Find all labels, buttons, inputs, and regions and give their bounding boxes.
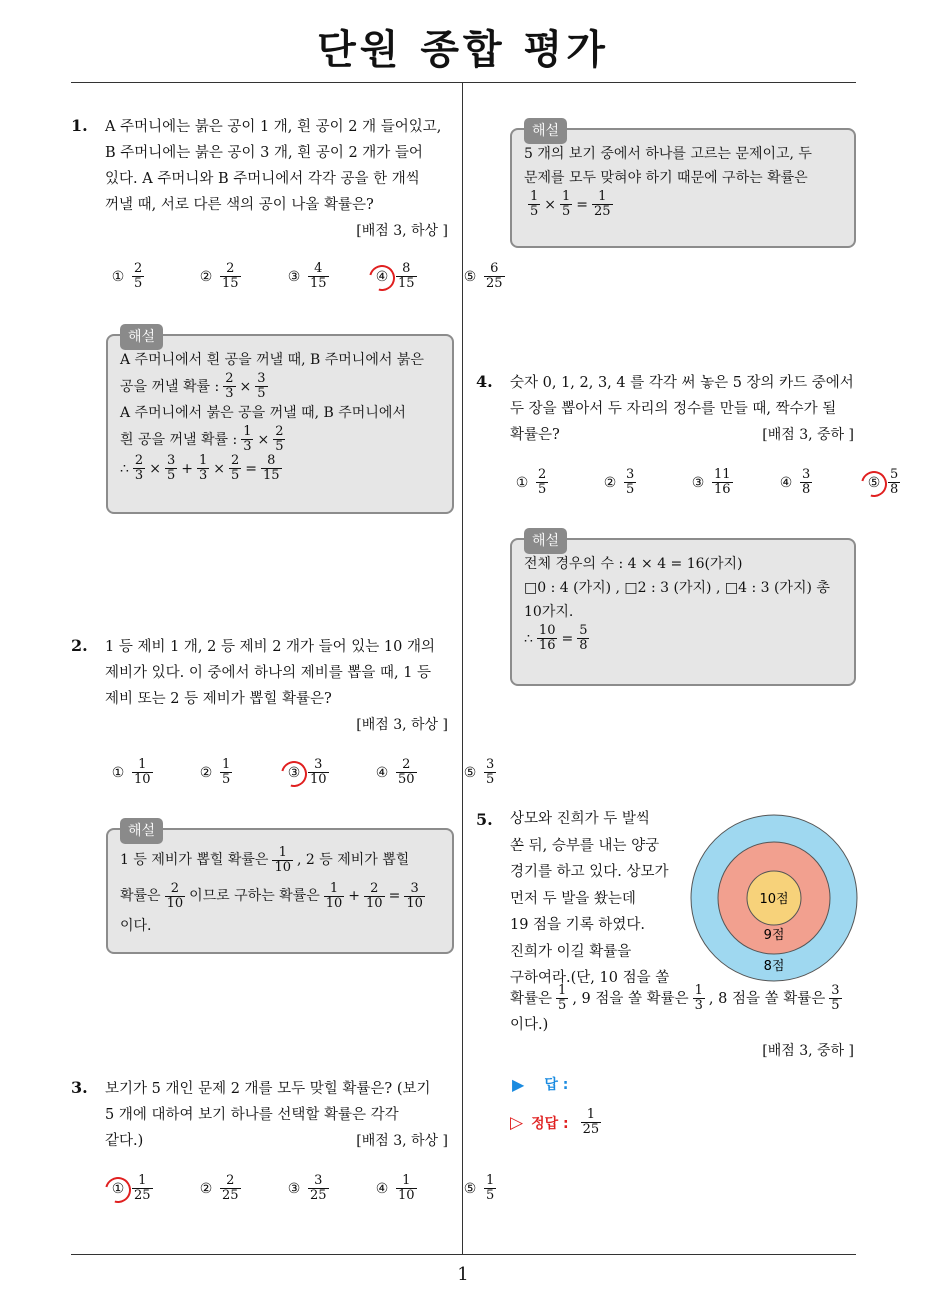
q1-line: A 주머니에는 붉은 공이 1 개, 흰 공이 2 개 들어있고, xyxy=(105,119,442,135)
question-3-choices xyxy=(108,1174,548,1203)
choice-5[interactable] xyxy=(460,758,528,787)
answer-row xyxy=(512,1074,568,1094)
q5-line: 상모와 진희가 두 발씩 xyxy=(510,811,650,827)
choice-number: ⑤ xyxy=(463,268,477,285)
solution-box-1 xyxy=(106,329,454,514)
choice-number: ③ xyxy=(691,474,705,491)
selected-mark-icon xyxy=(276,756,312,792)
bottom-divider xyxy=(71,1254,856,1255)
q3-line: 보기가 5 개인 문제 2 개를 모두 맞힐 확률은? (보기 xyxy=(105,1081,431,1097)
choice-4[interactable] xyxy=(776,468,844,497)
solution-box-4 xyxy=(510,533,856,686)
top-divider xyxy=(71,82,856,83)
selected-mark-icon xyxy=(856,466,892,502)
q2-line: 1 등 제비 1 개, 2 등 제비 2 개가 들어 있는 10 개의 xyxy=(105,639,435,655)
question-2-text xyxy=(105,634,460,712)
choice-number: ④ xyxy=(375,1180,389,1197)
choice-fraction: $\frac{4}{15}$ xyxy=(310,261,327,291)
choice-number: ③ xyxy=(287,268,301,285)
choice-number: ⑤ xyxy=(463,764,477,781)
choice-fraction: $\frac{2}{25}$ xyxy=(222,1173,239,1203)
question-5-probabilities: 확률은 $\frac{1}{5}$ , 9 점을 쏠 확률은 $\frac{1}{3}$ , 8 점을 쏠 확률은 $\frac{3}{5}$ xyxy=(510,983,840,1013)
choice-fraction: $\frac{2}{5}$ xyxy=(538,467,547,497)
question-2-score: [배점 3, 하상 ] xyxy=(356,717,448,733)
solution-line: 이다. xyxy=(120,918,152,934)
q5-line: 19 점을 기록 하였다. xyxy=(510,917,645,933)
choice-fraction: $\frac{6}{25}$ xyxy=(486,261,503,291)
choice-3[interactable] xyxy=(284,758,352,787)
solution-box-2 xyxy=(106,823,454,954)
choice-1[interactable] xyxy=(512,468,580,497)
target-label-inner: 10점 xyxy=(759,892,789,907)
choice-4[interactable] xyxy=(372,758,440,787)
choice-3[interactable] xyxy=(284,1174,352,1203)
question-3-number: 3. xyxy=(71,1078,88,1097)
q4-line: 숫자 0, 1, 2, 3, 4 를 각각 써 놓은 5 장의 카드 중에서 xyxy=(510,375,854,391)
q2-line: 제비 또는 2 등 제비가 뽑힐 확률은? xyxy=(105,691,332,707)
q3-line: 같다.) xyxy=(105,1133,144,1149)
choice-number: ① xyxy=(111,764,125,781)
outline-arrow-icon: ▷ xyxy=(510,1112,524,1133)
choice-fraction: $\frac{3}{5}$ xyxy=(486,757,495,787)
selected-mark-icon xyxy=(364,260,400,296)
q5-line: 쏜 뒤, 승부를 내는 양궁 xyxy=(510,837,660,854)
choice-2[interactable] xyxy=(196,262,264,291)
question-1-choices xyxy=(108,262,548,291)
choice-number: ② xyxy=(199,268,213,285)
choice-fraction: $\frac{8}{15}$ xyxy=(398,261,415,291)
choice-1[interactable] xyxy=(108,1174,176,1203)
choice-3[interactable] xyxy=(284,262,352,291)
question-1-number: 1. xyxy=(71,116,88,135)
solution-line: 확률은 $\frac{2}{10}$ 이므로 구하는 확률은 $\frac{1}{10}$ + $\frac{2}{10}$ = $\frac{3}{10}$ xyxy=(120,880,423,911)
q5-line: 먼저 두 발을 쐈는데 xyxy=(510,890,636,907)
choice-3[interactable] xyxy=(688,468,756,497)
solution-line: 흰 공을 꺼낼 확률 : $\frac{1}{3}$ × $\frac{2}{5}$ xyxy=(120,424,284,454)
choice-number: ② xyxy=(199,764,213,781)
target-label-middle: 9점 xyxy=(763,928,785,943)
choice-number: ① xyxy=(515,474,529,491)
page-title: 단원 종합 평가 xyxy=(317,27,609,73)
choice-1[interactable] xyxy=(108,758,176,787)
solution-line: 문제를 모두 맞혀야 하기 때문에 구하는 확률은 xyxy=(524,170,808,186)
choice-fraction: $\frac{1}{5}$ xyxy=(486,1173,495,1203)
question-2-number: 2. xyxy=(71,636,88,655)
q1-line: 있다. A 주머니와 B 주머니에서 각각 공을 한 개씩 xyxy=(105,171,420,187)
solution-line: 전체 경우의 수 : 4 × 4 = 16(가지) xyxy=(524,556,743,572)
q1-line: B 주머니에는 붉은 공이 3 개, 흰 공이 2 개가 들어 xyxy=(105,145,423,161)
solution-line: $\frac{1}{5}$ × $\frac{1}{5}$ = $\frac{1}{25}$ xyxy=(530,189,611,219)
page-number: 1 xyxy=(457,1264,469,1285)
solution-line: 5 개의 보기 중에서 하나를 고르는 문제이고, 두 xyxy=(524,146,812,162)
choice-4[interactable] xyxy=(372,262,440,291)
solution-line: □0 : 4 (가지) , □2 : 3 (가지) , □4 : 3 (가지) 총 xyxy=(524,580,830,596)
q4-line: 확률은? xyxy=(510,427,560,443)
choice-fraction: $\frac{2}{5}$ xyxy=(134,261,143,291)
solution-box-3 xyxy=(510,123,856,248)
correct-answer-label: 정답 : xyxy=(531,1115,569,1132)
q2-line: 제비가 있다. 이 중에서 하나의 제비를 뽑을 때, 1 등 xyxy=(105,665,432,681)
choice-fraction: $\frac{5}{8}$ xyxy=(890,467,899,497)
choice-2[interactable] xyxy=(600,468,668,497)
choice-number: ④ xyxy=(779,474,793,491)
choice-5[interactable] xyxy=(460,1174,528,1203)
answer-label: 답 : xyxy=(544,1077,569,1093)
choice-number: ② xyxy=(199,1180,213,1197)
choice-number: ① xyxy=(111,1180,125,1197)
q4-line: 두 장을 뽑아서 두 자리의 정수를 만들 때, 짝수가 될 xyxy=(510,401,837,417)
correct-answer-row xyxy=(510,1108,605,1137)
question-2-choices xyxy=(108,758,548,787)
q5-line: 진희가 이길 확률을 xyxy=(510,943,632,960)
question-5-score: [배점 3, 중하 ] xyxy=(762,1043,854,1059)
choice-fraction: $\frac{1}{25}$ xyxy=(134,1173,151,1203)
q5-line: 경기를 하고 있다. 상모가 xyxy=(510,864,669,880)
solution-tag: 해설 xyxy=(524,528,567,554)
choice-fraction: $\frac{1}{10}$ xyxy=(398,1173,415,1203)
question-1-text xyxy=(105,114,460,218)
solution-tag: 해설 xyxy=(120,324,163,350)
choice-number: ③ xyxy=(287,764,301,781)
solution-line: 1 등 제비가 뽑힐 확률은 $\frac{1}{10}$ , 2 등 제비가 뽑힐 xyxy=(120,844,410,875)
question-3-score: [배점 3, 하상 ] xyxy=(356,1133,448,1149)
archery-target xyxy=(688,812,860,984)
choice-4[interactable] xyxy=(372,1174,440,1203)
solution-tag: 해설 xyxy=(524,118,567,144)
choice-fraction: $\frac{1}{10}$ xyxy=(134,757,151,787)
choice-fraction: $\frac{1}{5}$ xyxy=(222,757,231,787)
choice-fraction: $\frac{3}{25}$ xyxy=(310,1173,327,1203)
q3-line: 5 개에 대하여 보기 하나를 선택할 확률은 각각 xyxy=(105,1107,399,1123)
choice-1[interactable] xyxy=(108,262,176,291)
choice-fraction: $\frac{2}{50}$ xyxy=(398,757,415,787)
choice-fraction: $\frac{3}{10}$ xyxy=(310,757,327,787)
question-5-end: 이다.) xyxy=(510,1017,549,1033)
solution-tag: 해설 xyxy=(120,818,163,844)
question-4-choices xyxy=(512,468,926,497)
solution-line: 공을 꺼낼 확률 : $\frac{2}{3}$ × $\frac{3}{5}$ xyxy=(120,371,266,401)
column-divider xyxy=(462,83,463,1255)
question-5-number: 5. xyxy=(476,810,493,829)
solution-line: ∴ $\frac{10}{16}$ = $\frac{5}{8}$ xyxy=(524,623,588,653)
choice-5[interactable] xyxy=(864,468,914,497)
target-label-outer: 8점 xyxy=(763,959,785,974)
solution-line: A 주머니에서 붉은 공을 꺼낼 때, B 주머니에서 xyxy=(120,405,406,421)
choice-number: ① xyxy=(111,268,125,285)
choice-number: ③ xyxy=(287,1180,301,1197)
choice-number: ④ xyxy=(375,268,389,285)
choice-fraction: $\frac{3}{8}$ xyxy=(802,467,811,497)
choice-number: ⑤ xyxy=(463,1180,477,1197)
choice-fraction: $\frac{11}{16}$ xyxy=(714,467,731,497)
q5-line: 구하여라.(단, 10 점을 쏠 xyxy=(510,970,670,986)
choice-number: ⑤ xyxy=(867,474,881,491)
choice-2[interactable] xyxy=(196,1174,264,1203)
solution-line: ∴ $\frac{2}{3}$ × $\frac{3}{5}$ + $\frac{1}{3}$ × $\frac{2}{5}$ = $\frac{8}{15}$ xyxy=(120,453,280,483)
choice-2[interactable] xyxy=(196,758,264,787)
choice-number: ④ xyxy=(375,764,389,781)
selected-mark-icon xyxy=(100,1172,136,1208)
question-5-text xyxy=(510,806,690,992)
question-1-score: [배점 3, 하상 ] xyxy=(356,223,448,239)
choice-fraction: $\frac{3}{5}$ xyxy=(626,467,635,497)
correct-answer-value: $\frac{1}{25}$ xyxy=(582,1107,600,1137)
solution-line: 10가지. xyxy=(524,604,574,620)
play-arrow-icon: ▶ xyxy=(512,1074,525,1094)
solution-line: A 주머니에서 흰 공을 꺼낼 때, B 주머니에서 붉은 xyxy=(120,352,424,368)
choice-fraction: $\frac{2}{15}$ xyxy=(222,261,239,291)
question-4-score: [배점 3, 중하 ] xyxy=(762,427,854,443)
question-4-number: 4. xyxy=(476,372,493,391)
q1-line: 꺼낼 때, 서로 다른 색의 공이 나올 확률은? xyxy=(105,197,374,213)
choice-5[interactable] xyxy=(460,262,528,291)
choice-number: ② xyxy=(603,474,617,491)
